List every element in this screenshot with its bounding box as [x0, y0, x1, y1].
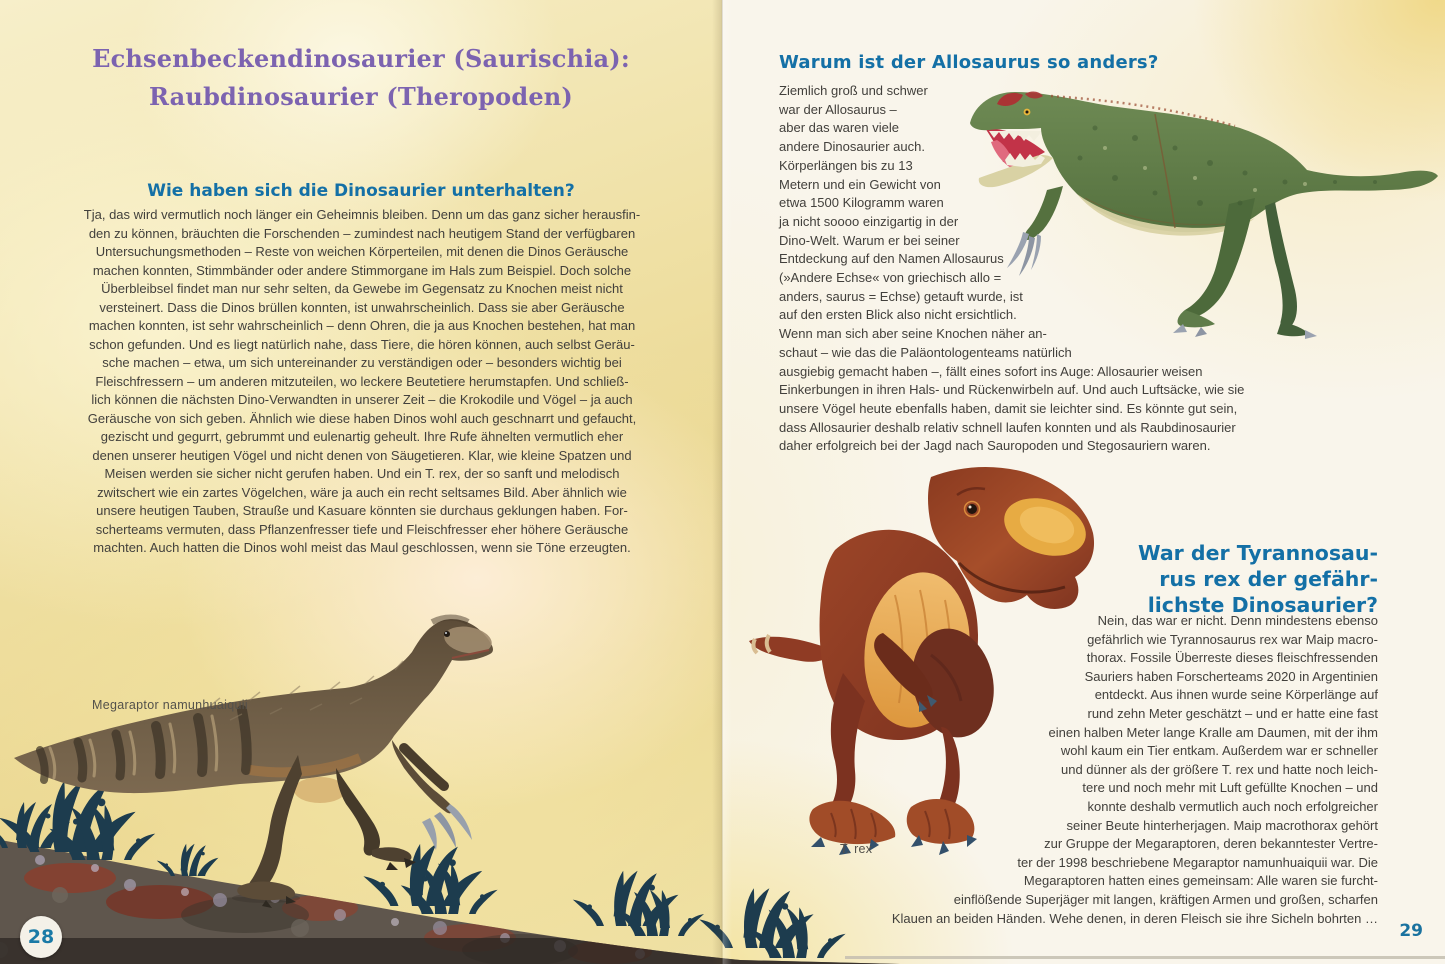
- communication-heading: Wie haben sich die Dinosaurier unterhalten?: [147, 181, 575, 201]
- chapter-title: Echsenbeckendinosaurier (Saurischia): Raubdinosaurier (Theropoden): [92, 44, 630, 111]
- megaraptor-illustration: [0, 600, 710, 930]
- trex-caption: T. rex: [840, 842, 873, 856]
- page-number-left-badge: 28: [20, 916, 62, 958]
- allosaurus-heading: Warum ist der Allosaurus so anders?: [779, 52, 1159, 73]
- page-number-right: 29: [1399, 921, 1423, 941]
- trex-paragraph: Nein, das war er nicht. Denn mindestens ebenso gefährlich wie Tyrannosaurus rex war Maip macro- thorax. Fossile Überreste dieses fleischfressenden Sauriers haben Forscherteams 2020 in Argentinien entdeckt. Aus ihnen wurde seine Körperlänge auf rund zehn Meter geschätzt – und er hatte eine fast einen halben Meter lange Kralle am Daumen, mit der ihm wohl kaum ein Tier entkam. Außerdem war er schneller und dünner als der größere T. rex und hatte noch leich- tere und noch mehr mit Luft gefüllte Knochen – und konnte deshalb vermutlich auch noch erfolgreicher seiner Beute hinterherjagen. Maip macrothorax gehört zur Gruppe der Megaraptoren, deren bekanntester Vertre- ter der 1998 beschriebene Megaraptor namunhuaiquii war. Die Megaraptoren hatten eines gemeinsam: Alle waren sie furcht- einflößende Superjäger mit langen, kräftigen Armen und großen, scharfen Klauen an beiden Händen. Wehe denen, in deren Fleisch sie ihre Sicheln bohrten …: [891, 613, 1378, 926]
- trex-heading: War der Tyrannosau- rus rex der gefähr- lichste Dinosaurier?: [1137, 541, 1378, 617]
- communication-paragraph: Tja, das wird vermutlich noch länger ein Geheimnis bleiben. Denn um das ganz sicher herausfin- den zu können, bräuchten die Forschenden – zumindest nach heutigem Stand der verfügbaren Untersuchungsmethoden – Reste von weichen Körperteilen, mit denen die Dinos Geräusche machen konnten, Stimmbänder oder andere Stimmorgane im Hals zum Beispiel. Doch solche Überbleibsel findet man nur sehr selten, da Gewebe im Gegensatz zu Knochen meist nicht versteinert. Dass die Dinos brüllen konnten, ist unwahrscheinlich. Dass sie aber Geräusche machen konnten, ist sehr wahrscheinlich – denn Ohren, die ja aus Knochen bestehen, hat man schon gefunden. Und es liegt natürlich nahe, dass Tiere, die hören können, auch selbst Geräu- sche machen – etwa, um sich untereinander zu verständigen oder – besonders wichtig bei Fleischfressern – um anderen mitzuteilen, wo leckere Beutetiere herumstapfen. Und schließ- lich können die nächsten Dino-Verwandten in unserer Zeit – die Krokodile und Vögel – ja auch Geräusche von sich geben. Ähnlich wie diese haben Dinos wohl auch geschnarrt und gefaucht, gezischt und gegurrt, gebrummt und eulenartig geheult. Ihre Rufe ähnelten vermutlich eher denen unserer heutigen Vögel und nicht denen von Säugetieren. Klar, wie kleine Spatzen und Meisen werden sie sicher nicht gerufen haben. Und ein T. rex, der so sanft und melodisch zwitschert wie ein zartes Vögelchen, wäre ja auch ein recht seltsames Bild. Aber ähnlich wie unsere heutigen Tauben, Strauße und Kasuare könnten sie durchaus geklungen haben. For- scherteams vermuten, dass Pflanzenfresser tiefe und Fleischfresser eher höhere Geräusche machten. Auch hatten die Dinos wohl meist das Maul geschlossen, wenn sie Töne erzeugten.: [83, 207, 641, 555]
- allosaurus-paragraph: Ziemlich groß und schwer war der Allosaurus – aber das waren viele andere Dinosaurier auch. Körperlängen bis zu 13 Metern und ein Gewicht von etwa 1500 Kilogramm waren ja nicht soooo einzigartig in der Dino-Welt. Warum er bei seiner Entdeckung auf den Namen Allosaurus (»Andere Echse« von griechisch allo = anders, saurus = Echse) getauft wurde, ist auf den ersten Blick also nicht ersichtlich. Wenn man sich aber seine Knochen näher an- schaut – wie das die Paläontologenteams natürlich ausgiebig gemacht haben –, fällt eines sofort ins Auge: Allosaurier weisen Einkerbungen in ihren Hals- und Rückenwirbeln auf. Und auch Luftsäcke, wie sie unsere Vögel heute ebenfalls haben, damit sie leichter sind. Es könnte gut sein, dass Allosaurier deshalb relativ schnell laufen konnten und als Raubdinosaurier daher erfolgreich bei der Jagd nach Sauropoden und Stegosauriern waren.: [779, 83, 1245, 454]
- megaraptor-caption: Megaraptor namunhuaiquii: [92, 698, 248, 712]
- page-bottom-edge: [845, 956, 1445, 959]
